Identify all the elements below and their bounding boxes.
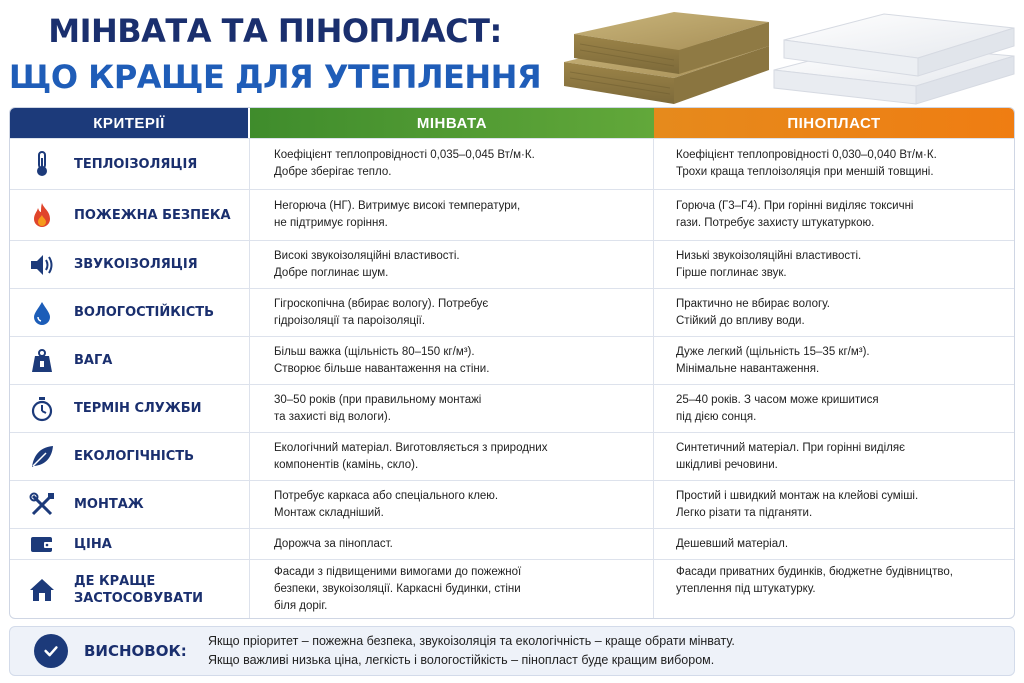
conclusion-label: ВИСНОВОК: [84, 642, 187, 660]
penoplast-cell [654, 337, 1014, 384]
criterion-label: ЕКОЛОГІЧНІСТЬ [74, 449, 195, 464]
header-criteria: КРИТЕРІЇ [10, 108, 250, 138]
cell-text: Високі звукоізоляційні властивості. Добре поглинає шум. [274, 249, 460, 279]
cell-text: 30–50 років (при правильному монтажі та захисті від вологи). [274, 393, 482, 423]
penoplast-cell [654, 241, 1014, 288]
table-row [10, 559, 1014, 619]
cell-text: Дуже легкий (щільність 15–35 кг/м³). Мінімальне навантаження. [676, 345, 870, 375]
cell-text: Фасади приватних будинків, бюджетне будівництво, утеплення під штукатурку. [676, 566, 953, 595]
criterion-label: ДЕ КРАЩЕ ЗАСТОСОВУВАТИ [74, 573, 203, 606]
eps-foam-boards [774, 14, 1014, 104]
table-row [10, 240, 1014, 288]
water-drop-icon [10, 299, 74, 327]
penoplast-cell [654, 529, 1014, 559]
checkmark-icon [34, 634, 68, 668]
minvata-cell [250, 433, 654, 480]
minvata-cell [250, 241, 654, 288]
criterion-label: ТЕПЛОІЗОЛЯЦІЯ [74, 156, 198, 172]
mineral-wool-slabs [564, 12, 769, 104]
penoplast-cell [654, 385, 1014, 432]
materials-illustration [544, 0, 1024, 108]
minvata-cell [250, 385, 654, 432]
criterion-cell [10, 385, 250, 432]
weight-icon [10, 347, 74, 375]
criterion-cell [10, 190, 250, 240]
table-row [10, 138, 1014, 189]
cell-text: 25–40 років. З часом може кришитися під дією сонця. [676, 393, 879, 423]
cell-text: Більш важка (щільність 80–150 кг/м³). Створює більше навантаження на стіни. [274, 345, 490, 375]
penoplast-cell [654, 190, 1014, 240]
conclusion-text [208, 632, 735, 670]
table-row [10, 432, 1014, 480]
leaf-icon [10, 443, 74, 471]
criterion-label: ТЕРМІН СЛУЖБИ [74, 401, 202, 416]
criterion-label: ВОЛОГОСТІЙКІСТЬ [74, 305, 215, 320]
conclusion-line-1: Якщо пріоритет – пожежна безпека, звукоізоляція та екологічність – краще обрати мінвату. [208, 634, 735, 648]
comparison-table [9, 107, 1015, 619]
criterion-cell [10, 241, 250, 288]
conclusion-box [9, 626, 1015, 676]
cell-text: Дешевший матеріал. [676, 537, 789, 550]
table-row [10, 288, 1014, 336]
stopwatch-icon [10, 395, 74, 423]
criterion-label: ПОЖЕЖНА БЕЗПЕКА [74, 207, 231, 223]
minvata-cell [250, 481, 654, 528]
criterion-label: ЦІНА [74, 536, 112, 552]
tools-icon [10, 491, 74, 519]
table-row [10, 480, 1014, 528]
criterion-label: ЗВУКОІЗОЛЯЦІЯ [74, 257, 198, 272]
header-penoplast: ПІНОПЛАСТ [654, 108, 1014, 138]
criterion-cell [10, 337, 250, 384]
cell-text: Негорюча (НГ). Витримує високі температури, не підтримує горіння. [274, 200, 521, 229]
cell-text: Низькі звукоізоляційні властивості. Гірше поглинає звук. [676, 249, 862, 279]
cell-text: Практично не вбирає вологу. Стійкий до впливу води. [676, 297, 830, 327]
cell-text: Потребує каркаса або спеціального клею. Монтаж складніший. [274, 489, 499, 519]
criterion-cell [10, 481, 250, 528]
minvata-cell [250, 190, 654, 240]
criterion-cell [10, 139, 250, 189]
cell-text: Фасади з підвищеними вимогами до пожежної безпеки, звукоізоляції. Каркасні будинки, стіни біля доріг. [274, 566, 522, 612]
speaker-icon [10, 251, 74, 279]
cell-text: Синтетичний матеріал. При горінні виділяє шкідливі речовини. [676, 441, 905, 471]
penoplast-cell [654, 289, 1014, 336]
penoplast-cell [654, 433, 1014, 480]
cell-text: Гігроскопічна (вбирає вологу). Потребує гідроізоляції та пароізоляції. [274, 297, 489, 327]
wallet-icon [10, 530, 74, 558]
minvata-cell [250, 529, 654, 559]
cell-text: Простий і швидкий монтаж на клейові суміші. Легко різати та підганяти. [676, 489, 919, 519]
penoplast-cell [654, 481, 1014, 528]
criterion-cell [10, 289, 250, 336]
title-line-1: МІНВАТА ТА ПІНОПЛАСТ: [48, 12, 502, 50]
cell-text: Екологічний матеріал. Виготовляється з природних компонентів (камінь, скло). [274, 441, 548, 471]
minvata-cell [250, 289, 654, 336]
table-row [10, 528, 1014, 559]
cell-text: Дорожча за пінопласт. [274, 537, 393, 550]
minvata-cell [250, 139, 654, 189]
penoplast-cell [654, 139, 1014, 189]
criterion-label: ВАГА [74, 353, 113, 368]
penoplast-cell [654, 560, 1014, 619]
minvata-cell [250, 560, 654, 619]
criterion-label: МОНТАЖ [74, 497, 144, 512]
fire-icon [10, 201, 74, 229]
table-header [10, 108, 1014, 138]
table-row [10, 189, 1014, 240]
minvata-cell [250, 337, 654, 384]
cell-text: Коефіцієнт теплопровідності 0,030–0,040 Вт/м·К. Трохи краща теплоізоляція при меншій товщині. [676, 149, 937, 178]
table-row [10, 384, 1014, 432]
title-line-2: ЩО КРАЩЕ ДЛЯ УТЕПЛЕННЯ [8, 58, 542, 96]
thermometer-icon [10, 150, 74, 178]
criterion-cell [10, 433, 250, 480]
conclusion-line-2: Якщо важливі низька ціна, легкість і вологостійкість – пінопласт буде кращим вибором. [208, 653, 715, 667]
criterion-cell [10, 560, 250, 619]
header-minvata: МІНВАТА [250, 108, 654, 138]
cell-text: Коефіцієнт теплопровідності 0,035–0,045 Вт/м·К. Добре зберігає тепло. [274, 149, 535, 178]
cell-text: Горюча (Г3–Г4). При горінні виділяє токсичні гази. Потребує захисту штукатуркою. [676, 200, 914, 229]
house-icon [10, 576, 74, 604]
criterion-cell [10, 529, 250, 559]
table-row [10, 336, 1014, 384]
